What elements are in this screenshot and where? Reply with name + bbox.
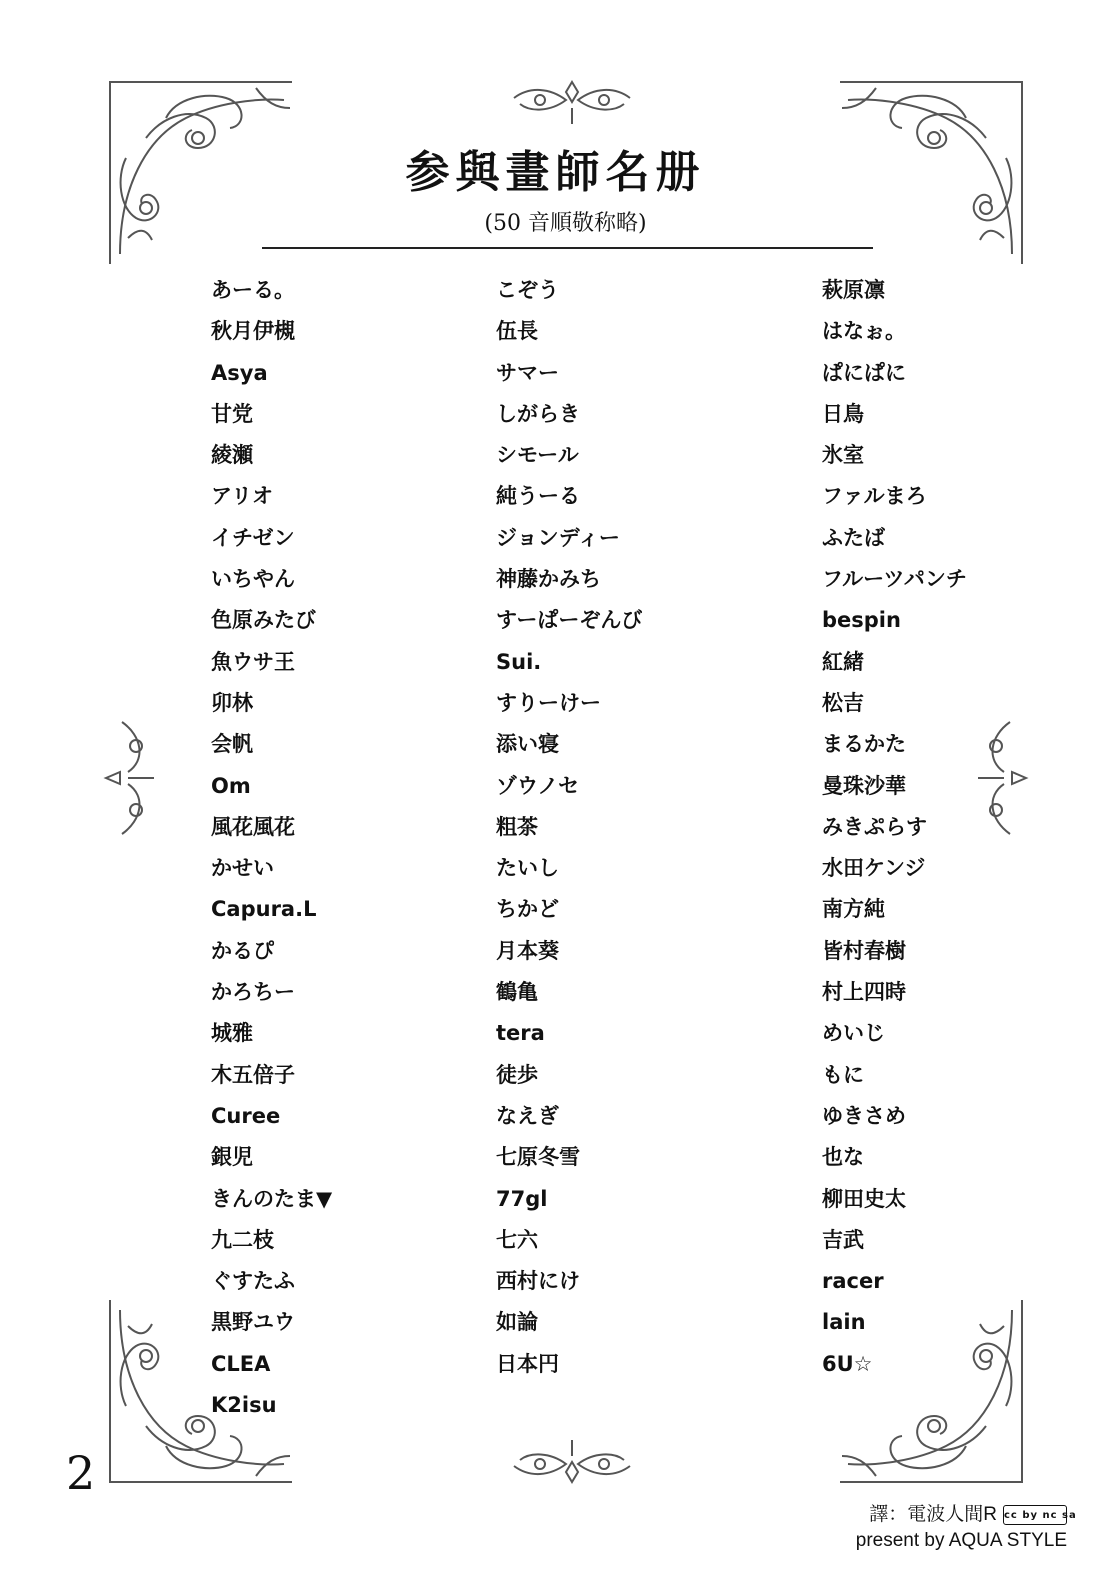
artist-name: lain — [822, 1310, 866, 1335]
artist-name: 風花風花 — [211, 814, 295, 839]
page-subtitle: (50 音順敬称略) — [484, 211, 647, 236]
artist-name: 村上四時 — [822, 980, 906, 1005]
side-flourish-right-icon — [974, 716, 1030, 840]
page-number: 2 — [66, 1446, 96, 1500]
artist-name: たいし — [496, 856, 559, 881]
artist-name: 九二枝 — [211, 1227, 274, 1252]
artist-name: なえぎ — [496, 1103, 559, 1128]
artist-name: Asya — [211, 360, 268, 385]
artist-name: 七原冬雪 — [496, 1145, 580, 1170]
artist-name: ぱにぱに — [822, 360, 906, 385]
artist-name: 粗茶 — [496, 814, 538, 839]
artist-name: 南方純 — [822, 897, 885, 922]
artist-name: Om — [211, 773, 251, 798]
translator-credit: 譯：電波人間R — [869, 1504, 997, 1525]
artist-name: 萩原凛 — [822, 278, 885, 302]
artist-name: 甘党 — [211, 401, 253, 426]
artist-column-1 — [211, 272, 332, 1428]
artist-name: 西村にけ — [496, 1269, 580, 1294]
artist-name: ゆきさめ — [822, 1103, 906, 1128]
artist-name: いちやん — [211, 567, 295, 592]
artist-name: 伍長 — [496, 319, 538, 344]
artist-name: しがらき — [496, 401, 580, 426]
artist-name: 月本葵 — [496, 938, 559, 963]
artist-name: 日鳥 — [822, 401, 864, 426]
artist-name: 皆村春樹 — [822, 938, 906, 963]
artist-name: 綾瀬 — [211, 443, 253, 468]
artist-name: まるかた — [822, 732, 906, 757]
artist-name: ぐすたふ — [211, 1269, 295, 1294]
artist-column-3 — [822, 272, 967, 1387]
presenter-credit: present by AQUA STYLE — [855, 1530, 1067, 1551]
artist-name: racer — [822, 1269, 884, 1294]
artist-name: 曼珠沙華 — [822, 773, 906, 798]
artist-name: ジョンディー — [496, 525, 620, 550]
artist-name: 也な — [822, 1145, 864, 1170]
artist-name: 七六 — [496, 1227, 538, 1252]
artist-name: こぞう — [496, 278, 559, 302]
artist-name: 6U☆ — [822, 1351, 873, 1376]
artist-name: 鶴亀 — [496, 980, 538, 1005]
artist-name: 氷室 — [822, 443, 864, 468]
artist-name: 色原みたび — [211, 608, 316, 633]
artist-name: あーる。 — [211, 278, 295, 302]
artist-name: 吉武 — [822, 1227, 864, 1252]
artist-name: かるぴ — [211, 938, 274, 963]
center-flourish-top-icon — [510, 78, 634, 128]
artist-name: すーぱーぞんび — [496, 608, 643, 633]
artist-name: Curee — [211, 1103, 281, 1128]
artist-name: 紅緒 — [822, 649, 864, 674]
cc-license-icon: cc by nc sa — [1003, 1505, 1067, 1525]
artist-name: 会帆 — [211, 732, 253, 757]
title-divider — [262, 247, 873, 249]
artist-name: かろちー — [211, 980, 295, 1005]
artist-name: bespin — [822, 608, 901, 633]
translator-line — [856, 1502, 1077, 1528]
artist-name: 魚ウサ王 — [211, 649, 295, 674]
artist-column-2 — [496, 272, 642, 1387]
artist-name: アリオ — [211, 484, 273, 509]
artist-name: はなぉ。 — [822, 319, 906, 344]
artist-name: サマー — [496, 360, 559, 385]
artist-name: 日本円 — [496, 1351, 559, 1376]
credits — [855, 1502, 1077, 1554]
artist-name: 如論 — [496, 1310, 538, 1335]
artist-name: tera — [496, 1021, 545, 1046]
artist-name: 水田ケンジ — [822, 856, 926, 881]
artist-name: きんのたま▼ — [211, 1186, 333, 1211]
artist-name: ちかど — [496, 897, 559, 922]
artist-name: かせい — [211, 856, 274, 881]
artist-name: みきぷらす — [822, 814, 927, 839]
artist-name: シモール — [496, 443, 579, 468]
artist-name: K2isu — [211, 1393, 277, 1418]
artist-name: 松吉 — [822, 690, 864, 715]
artist-name: ファルまろ — [822, 484, 927, 509]
artist-name: 純うーる — [496, 484, 580, 509]
side-flourish-left-icon — [102, 716, 158, 840]
artist-name: 木五倍子 — [211, 1062, 295, 1087]
artist-name: 黒野ユウ — [211, 1310, 295, 1335]
artist-name: めいじ — [822, 1021, 885, 1046]
artist-name: 城雅 — [211, 1021, 253, 1046]
artist-name: 銀児 — [211, 1145, 253, 1170]
artist-name: 徒歩 — [496, 1062, 538, 1087]
artist-name: イチゼン — [211, 525, 295, 550]
artist-name: 柳田史太 — [822, 1186, 906, 1211]
artist-name: 添い寝 — [496, 732, 559, 757]
artist-name: ふたば — [822, 525, 885, 550]
artist-name: CLEA — [211, 1351, 271, 1376]
artist-name: すりーけー — [496, 690, 601, 715]
page-title: 参與畫師名册 — [405, 147, 706, 198]
artist-name: 秋月伊槻 — [211, 319, 295, 344]
artist-name: ゾウノセ — [496, 773, 580, 798]
artist-name: フルーツパンチ — [822, 567, 967, 592]
artist-name: 卯林 — [211, 690, 253, 715]
artist-name: Capura.L — [211, 897, 317, 922]
artist-name: Sui. — [496, 649, 542, 674]
artist-name: 77gl — [496, 1186, 548, 1211]
artist-name: もに — [822, 1062, 864, 1087]
artist-name: 神藤かみち — [496, 567, 601, 592]
center-flourish-bottom-icon — [510, 1436, 634, 1486]
